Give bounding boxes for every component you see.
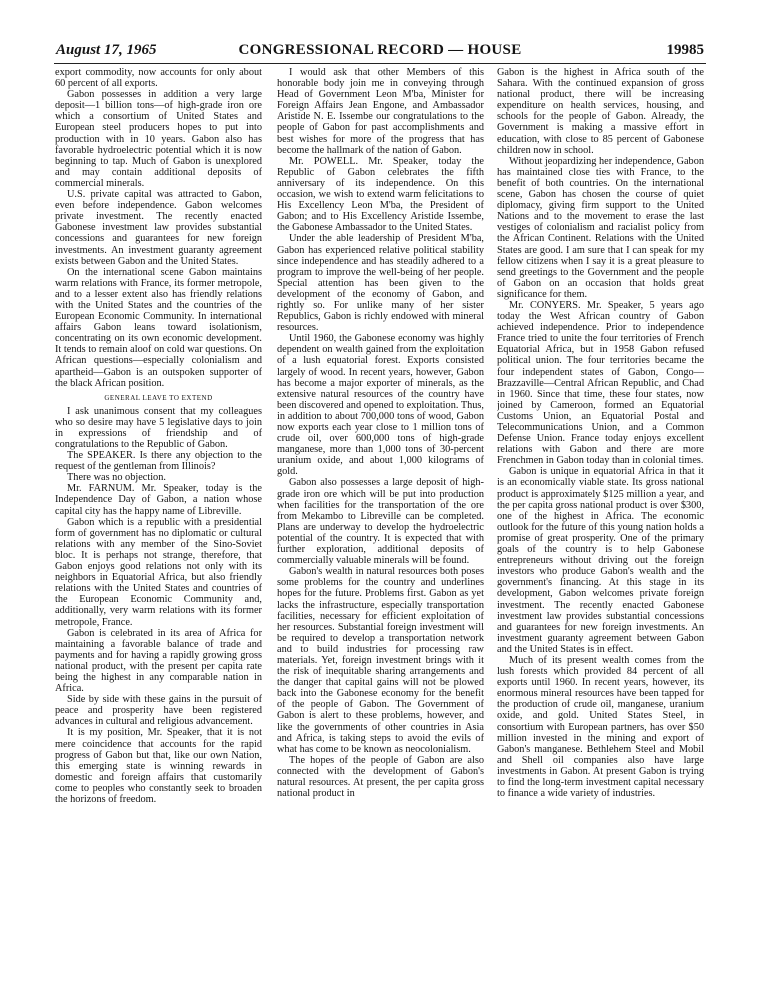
- header-rule: [54, 63, 706, 64]
- page-header: [56, 40, 704, 64]
- paragraph: Side by side with these gains in the pursuit of peace and prosperity have been registered advances in cultural and religious advancement.: [55, 694, 262, 728]
- header-page-number: 19985: [666, 42, 704, 58]
- paragraph: The SPEAKER. Is there any objection to the request of the gentleman from Illinois?: [55, 450, 262, 473]
- paragraph: I ask unanimous consent that my colleagues who so desire may have 5 legislative days to join in expressions of friendship and of congratulations to the Republic of Gabon.: [55, 405, 262, 450]
- paragraph: export commodity, now accounts for only about 60 percent of all exports.: [55, 67, 262, 90]
- paragraph: It is my position, Mr. Speaker, that it is not mere coincidence that accounts for the rapid progress of Gabon but that, like our own Nation, this emerging state is winning rewards in domestic and foreign affairs that customarily come to peoples who constantly seek to broaden the horizons of freedom.: [55, 727, 262, 805]
- header-date: August 17, 1965: [56, 42, 157, 58]
- paragraph: Gabon which is a republic with a presidential form of government has no diplomatic or cultural relations with any member of the Sino-Soviet bloc. It is perhaps not strange, therefore, that Gabon enjoys good relations not only with its neighbors in Equatorial Africa, but also friendly relations with the United States and countries of the European Economic Community and, additionally, very warm relations with its former metropole, France.: [55, 516, 262, 628]
- paragraph: Mr. FARNUM. Mr. Speaker, today is the Independence Day of Gabon, a nation whose capital city has the happy name of Libreville.: [55, 483, 262, 517]
- paragraph: Gabon is unique in equatorial Africa in that it is an economically viable state. Its gross national product is approximately $125 million a year, and the per capita gross national product is over $300, one of the highest in Africa. The economic outlook for the future of this young nation holds a promise of great prosperity. One of the primary goals of the country is to help Gabonese entrepreneurs without driving out the foreign investors who produce Gabon's wealth and the government's financing. At this stage in its development, Gabon welcomes private foreign investment. The recently enacted Gabonese investment law provides substantial concessions and guarantees for new foreign investments. An investment guaranty agreement between Gabon and the United States is in effect.: [497, 466, 704, 655]
- paragraph: Gabon is celebrated in its area of Africa for maintaining a favorable balance of trade and payments and for having a rapidly growing gross national product, with the present per capita rate being the highest in any comparable nation in Africa.: [55, 627, 262, 695]
- paragraph: Until 1960, the Gabonese economy was highly dependent on wealth gained from the exploitation of a lush equatorial forest. Exports consisted largely of wood. In recent years, however, Gabon has become a major exporter of minerals, as the extensive natural resources of the country have been discovered and opened to exploitation. Thus, in addition to about 700,000 tons of wood, Gabon now exports each year close to 1 million tons of crude oil, over 600,000 tons of high-grade manganese, more than 1,000 tons of 30-percent uranium oxide, and about 1,000 kilograms of gold.: [277, 333, 484, 478]
- paragraph: Gabon also possesses a large deposit of high-grade iron ore which will be put into production when facilities for the transportation of the ore from Mekambo to Libreville can be completed. Plans are underway to develop the hydroelectric potential of the country. It is expected that with further exploration, additional deposits of commercially valuable minerals will be found.: [277, 477, 484, 567]
- header-title: CONGRESSIONAL RECORD — HOUSE: [238, 42, 522, 58]
- paragraph: Mr. POWELL. Mr. Speaker, today the Republic of Gabon celebrates the fifth anniversary of its independence. On this occasion, we wish to extend warm felicitations to His Excellency Leon M'ba, the President of Gabon; and to His Excellency Aristide Issembe, the Gabonese Ambassador to the United States.: [277, 155, 484, 234]
- paragraph: On the international scene Gabon maintains warm relations with France, its former metropole, and to a lesser extent also has friendly relations with the United States and the countries of the European Economic Community. In international affairs Gabon leans toward isolationism, concentrating on its own economic development. It tends to remain aloof on cold war questions. On African questions—especially colonialism and apartheid—Gabon is an outspoken supporter of the black African position.: [55, 266, 262, 389]
- paragraph: Mr. CONYERS. Mr. Speaker, 5 years ago today the West African country of Gabon achieved independence. Prior to independence France tried to unite the four territories of French Equatorial Africa, but in 1958 Gabon refused political union. The four territories became the four independent states of Gabon, Congo—Brazzaville—Central African Republic, and Chad in 1960. Since that time, these four states, now joined by Cameroon, formed an Equatorial Customs Union, an Equatorial Postal and Telecommunications Union, and a Common Defense Union. France today enjoys excellent relations with Gabon and there are more Frenchmen in Gabon today than in colonial times.: [497, 299, 704, 467]
- paragraph: The hopes of the people of Gabon are also connected with the development of Gabon's natural resources. At present, the per capita gross national product in: [277, 754, 484, 800]
- paragraph: Gabon possesses in addition a very large deposit—1 billion tons—of high-grade iron ore which a consortium of United States and European steel producers hopes to put into production with in 10 years. Gabon also has favorable hydroelectric potential which it is now beginning to tap. Much of Gabon is unexplored and may contain additional deposits of commercial minerals.: [55, 89, 262, 189]
- paragraph: Under the able leadership of President M'ba, Gabon has experienced relative political stability since independence and has steadily adhered to a program to improve the well-being of her people. Special attention has been given to the development of the economy of Gabon, and rightly so. For unlike many of her sister Republics, Gabon is richly endowed with mineral resources.: [277, 233, 484, 334]
- paragraph: Without jeopardizing her independence, Gabon has maintained close ties with France, to the benefit of both countries. On the international scene, Gabon has chosen the course of quiet diplomacy, giving firm support to the United Nations and to the movement to erase the last vestiges of colonialism and racialist policy from the African Continent. Relations with the United States are good. I am sure that I can speak for my fellow citizens when I say it is a great pleasure to send greetings to the Government and the people of Gabon on an occasion that holds great significance for them.: [497, 155, 704, 300]
- text-column-2: [277, 67, 484, 985]
- text-column-3: [497, 67, 704, 985]
- paragraph: I would ask that other Members of this honorable body join me in conveying through Head of Government Leon M'ba, Minister for Foreign Affairs Jean Engone, and Ambassador Aristide N. E. Issembe our congratulations to the people of Gabon for past accomplishments and best wishes for more of the progress that has become the hallmark of the nation of Gabon.: [277, 67, 484, 156]
- paragraph: Gabon is the highest in Africa south of the Sahara. With the continued expansion of gross national product, there will be increasing expenditure on health services, housing, and schools for the people of Gabon. Already, the Government is making a massive effort in education, with close to 85 percent of Gabonese children now in school.: [497, 67, 704, 156]
- paragraph: U.S. private capital was attracted to Gabon, even before independence. Gabon welcomes private investment. The recently enacted Gabonese investment law provides substantial concessions and guarantees for new foreign investments. An investment guaranty agreement exists between Gabon and the United States.: [55, 189, 262, 267]
- paragraph: Much of its present wealth comes from the lush forests which provided 84 percent of all exports until 1960. In recent years, however, its enormous mineral resources have been tapped for the production of crude oil, manganese, uranium oxide, and gold. United States Steel, in consortium with European partners, has over $50 million invested in the mining and export of Gabon's manganese. Bethlehem Steel and Mobil and Shell oil companies also have large investments in Gabon. At present Gabon is trying to find the long-term investment capital necessary to finance a wide variety of industries.: [497, 654, 704, 800]
- paragraph: There was no objection.: [67, 472, 166, 484]
- text-column-1: [55, 67, 262, 985]
- paragraph: Gabon's wealth in natural resources both poses some problems for the country and underlines hopes for the future. Problems first. Gabon as yet lacks the infrastructure, especially transportation facilities, necessary for efficient exploitation of her resources. Substantial foreign investment will be required to develop a transportation network and to build industries for processing raw materials. Yet, foreign investment brings with it the risk of inequitable sharing arrangements and the danger that capital gains will not be plowed back into the Gabonese economy for the benefit of the people of Gabon. The Government of Gabon is alert to these problems, however, and like the governments of other countries in Asia and Africa, is taking steps to avoid the evils of what has come to be known as neocolonialism.: [277, 566, 484, 755]
- section-heading: GENERAL LEAVE TO EXTEND: [104, 393, 213, 402]
